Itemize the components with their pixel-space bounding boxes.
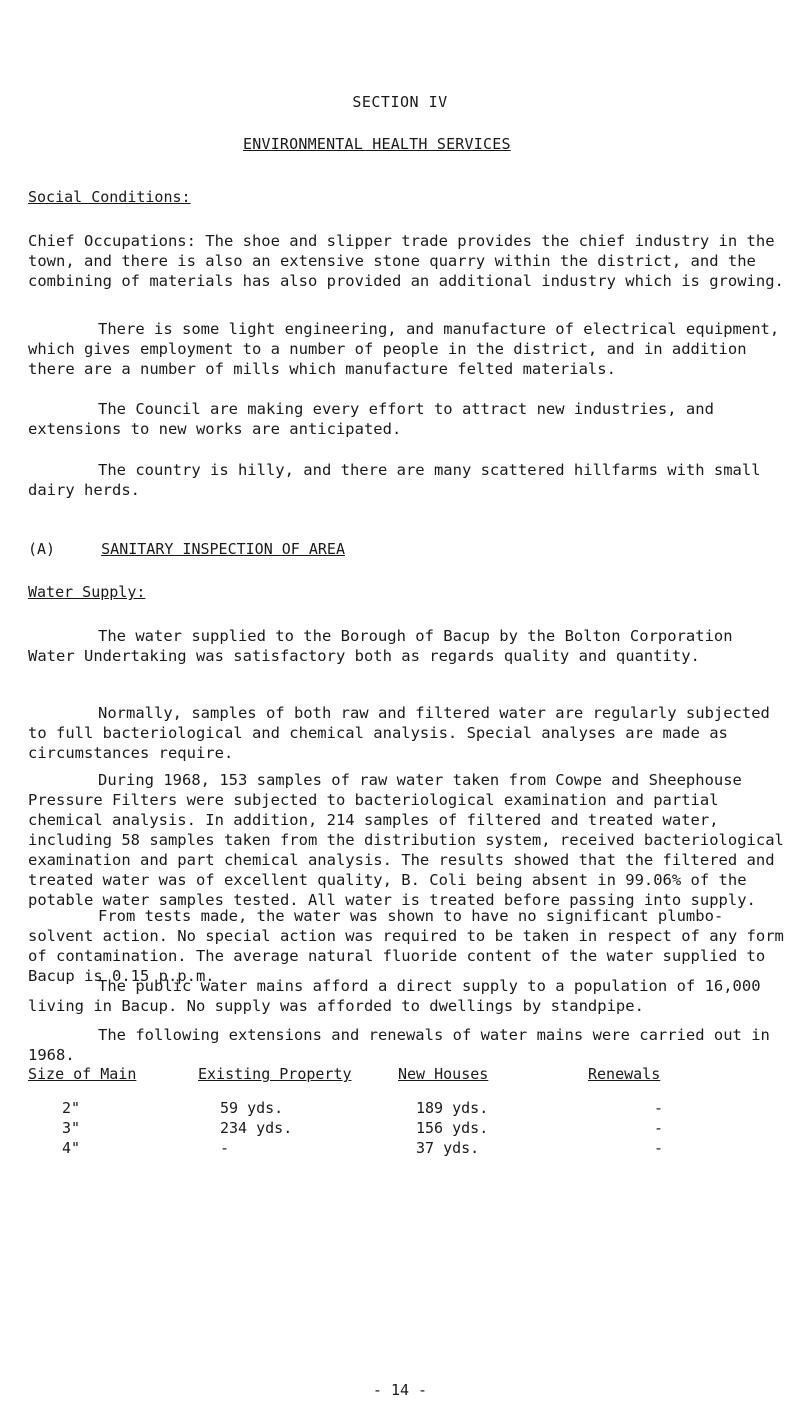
cell-new: 189 yds. — [416, 1099, 489, 1117]
social-conditions-heading-text: Social Conditions: — [28, 188, 191, 206]
water-mains-table — [28, 1065, 788, 1159]
cell-new: 156 yds. — [416, 1119, 489, 1137]
header-existing-property: Existing Property — [198, 1065, 352, 1083]
cell-size: 3" — [62, 1119, 81, 1137]
header-size-of-main: Size of Main — [28, 1065, 137, 1083]
water-supply-heading-text: Water Supply: — [28, 583, 146, 601]
header-new-houses: New Houses — [398, 1065, 489, 1083]
council-effort-paragraph: The Council are making every effort to attract new industries, and extensions to new works are anticipated. — [28, 400, 714, 438]
cell-size: 2" — [62, 1099, 81, 1117]
country-hilly-paragraph: The country is hilly, and there are many scattered hillfarms with small dairy herds. — [28, 461, 761, 499]
header-renewals: Renewals — [588, 1065, 661, 1083]
cell-existing: - — [220, 1139, 230, 1157]
cell-size: 4" — [62, 1139, 81, 1157]
light-engineering-paragraph: There is some light engineering, and manufacture of electrical equipment, which gives employment to a number of people in the district, and in addition there are a number of mills which manufacture felted materials. — [28, 320, 780, 378]
public-mains-paragraph: The public water mains afford a direct supply to a population of 16,000 living in Bacup. No supply was afforded to dwellings by standpipe. — [28, 977, 761, 1015]
table-row — [28, 1139, 788, 1159]
cell-new: 37 yds. — [416, 1139, 480, 1157]
social-conditions-heading — [28, 188, 191, 206]
table-row — [28, 1099, 788, 1119]
samples-1968-paragraph: During 1968, 153 samples of raw water taken from Cowpe and Sheephouse Pressure Filters were subjected to bacteriological examination and partial chemical analysis. In addition, 214 samples of filtered and treated water, including 58 samples taken from the distribution system, received bacteriological examination and part chemical analysis. The results showed that the filtered and treated water was of excellent quality, B. Coli being absent in 99.06% of the potable water samples tested. All water is treated before passing into supply. — [28, 771, 784, 909]
cell-renewals: - — [654, 1139, 664, 1157]
section-title: SECTION IV — [352, 93, 448, 111]
extensions-paragraph: The following extensions and renewals of water mains were carried out in 1968. — [28, 1026, 770, 1064]
plumbo-solvent-paragraph: From tests made, the water was shown to have no significant plumbo-solvent action. No special action was required to be taken in respect of any form of contamination. The average natural fluoride content of the water supplied to Bacup is 0.15 p.p.m. — [28, 907, 784, 985]
cell-existing: 59 yds. — [220, 1099, 284, 1117]
chief-occupations-paragraph: Chief Occupations: The shoe and slipper trade provides the chief industry in the town, and there is also an extensive stone quarry within the district, and the combining of materials has also provided an additional industry which is growing. — [28, 232, 784, 290]
sanitary-heading-text: SANITARY INSPECTION OF AREA — [101, 540, 345, 558]
cell-renewals: - — [654, 1119, 664, 1137]
sanitary-inspection-heading — [28, 540, 345, 558]
cell-renewals: - — [654, 1099, 664, 1117]
water-quality-paragraph: The water supplied to the Borough of Bacup by the Bolton Corporation Water Undertaking was satisfactory both as regards quality and quantity. — [28, 627, 733, 665]
water-supply-heading — [28, 583, 145, 601]
samples-normally-paragraph: Normally, samples of both raw and filtered water are regularly subjected to full bacteriological and chemical analysis. Special analyses are made as circumstances require. — [28, 704, 770, 762]
cell-existing: 234 yds. — [220, 1119, 293, 1137]
table-header-row — [28, 1065, 788, 1085]
page-number: - 14 - — [372, 1381, 428, 1399]
sanitary-label: (A) — [28, 540, 56, 558]
table-row — [28, 1119, 788, 1139]
document-title: ENVIRONMENTAL HEALTH SERVICES — [243, 135, 511, 153]
